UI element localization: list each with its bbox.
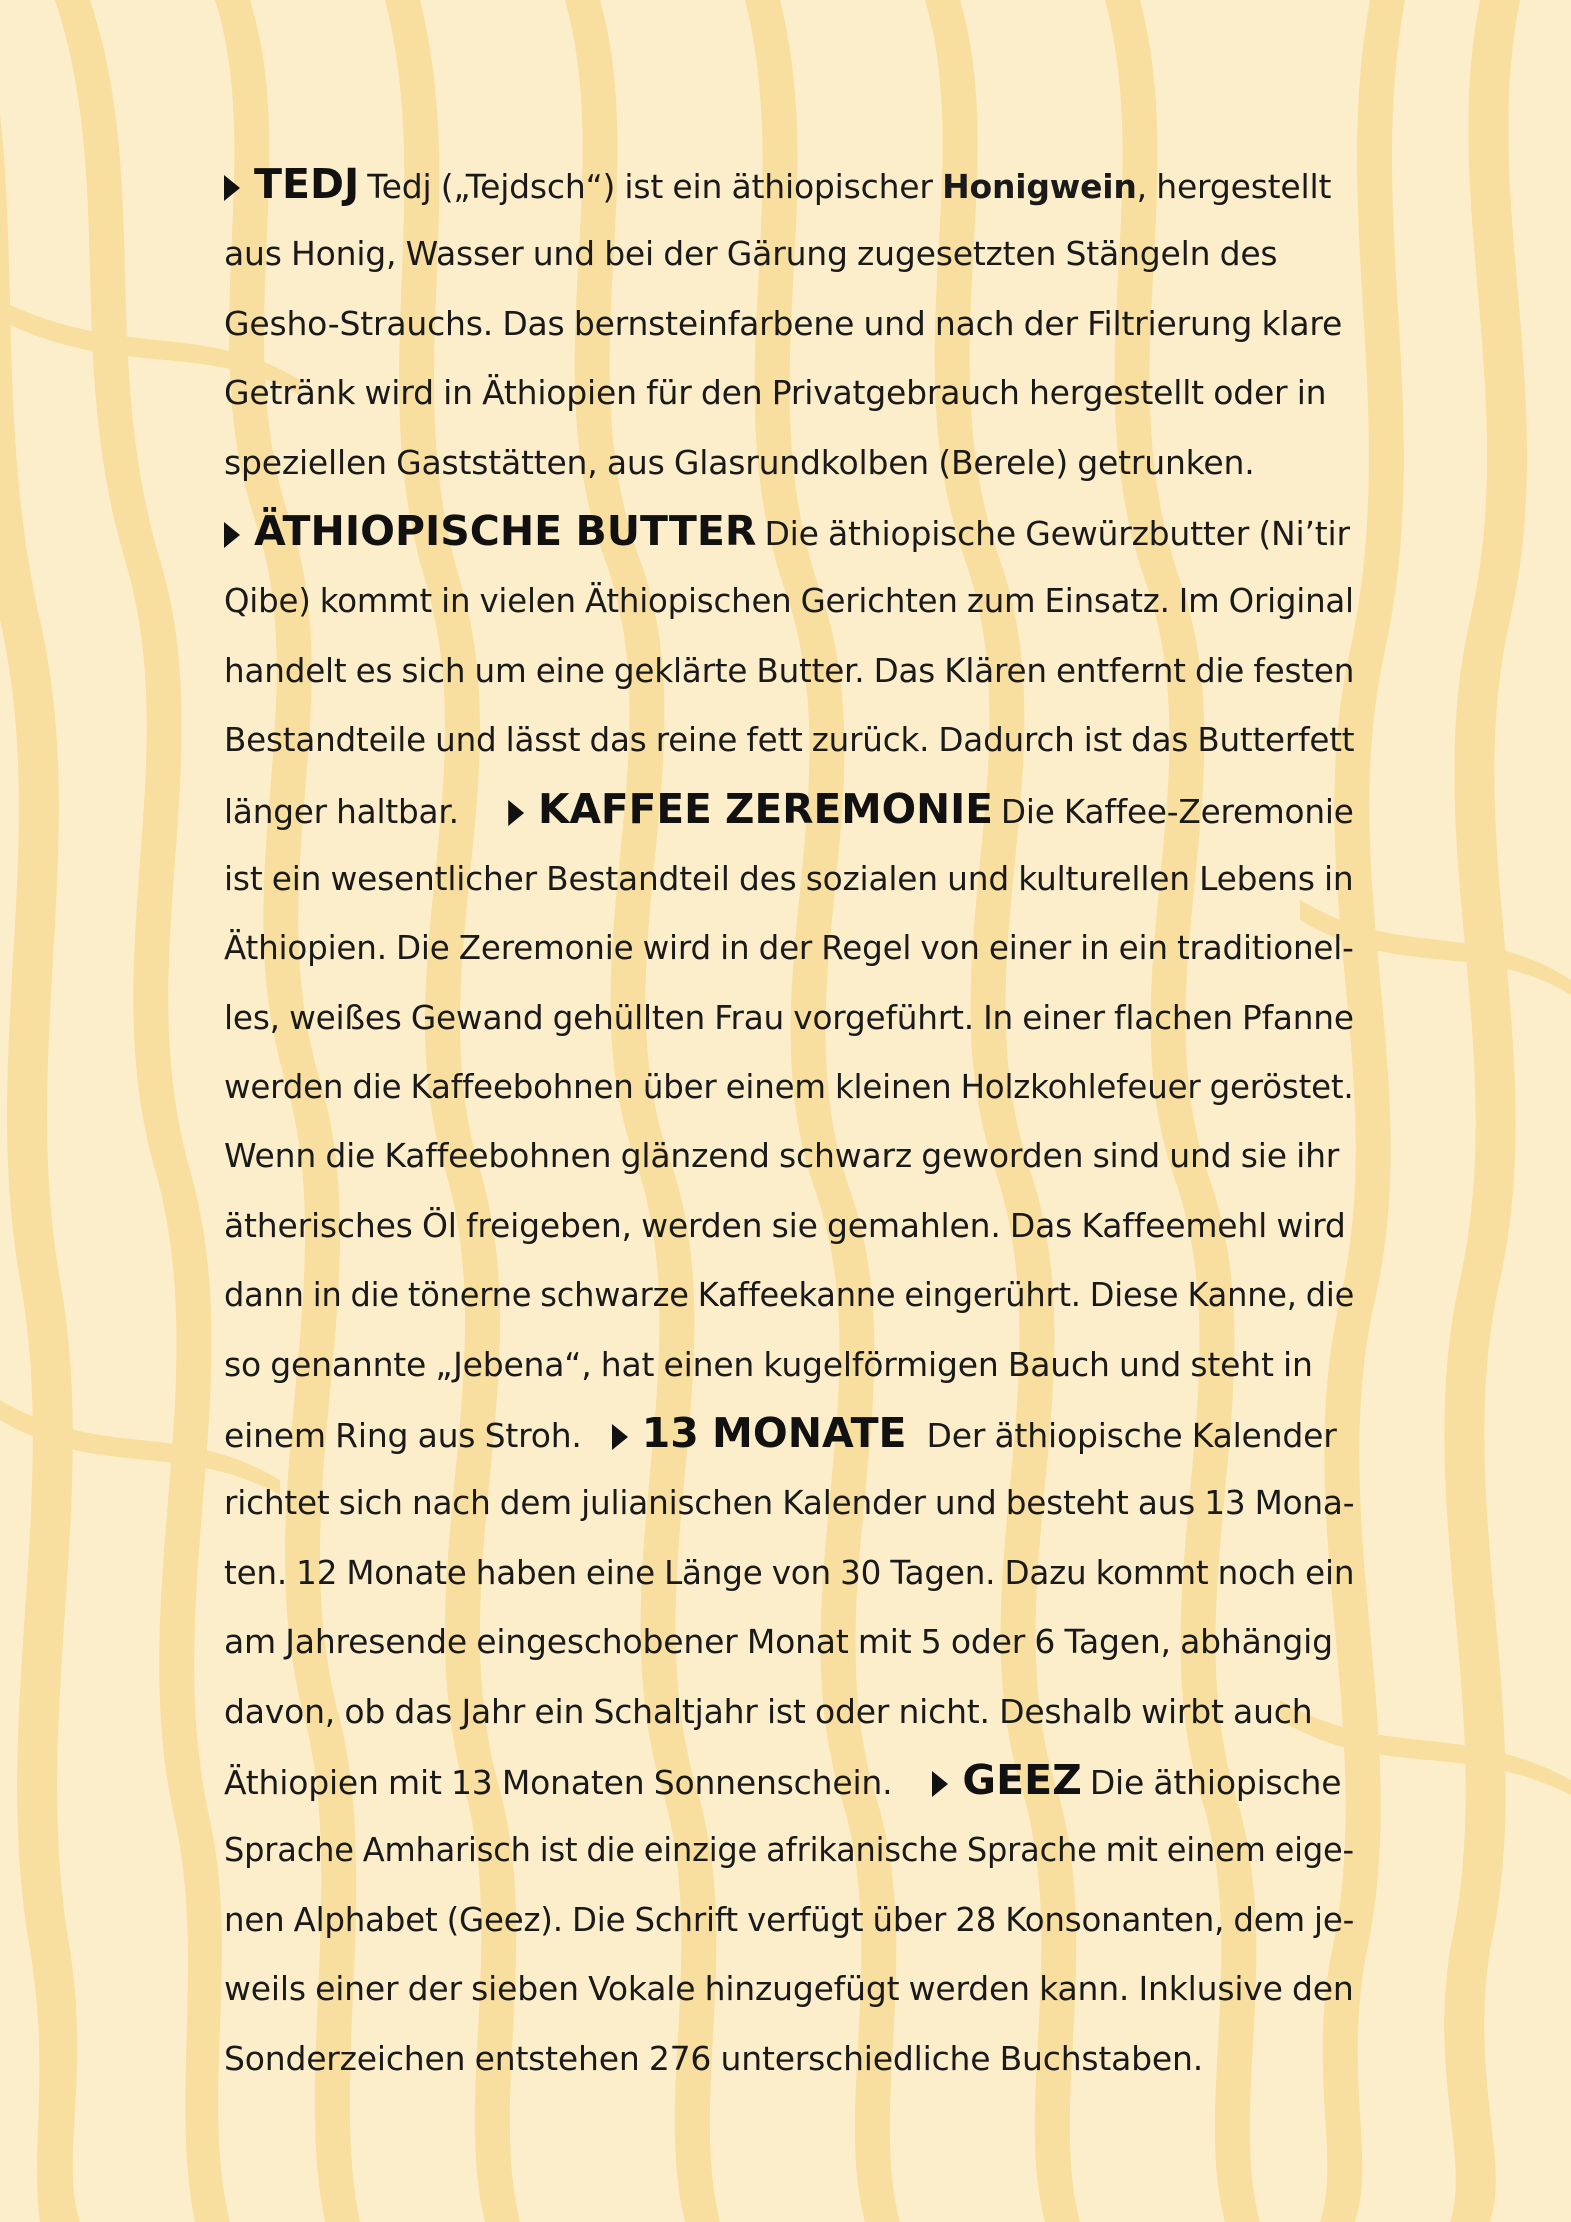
text-line bbox=[224, 1746, 1354, 1815]
text-line bbox=[224, 497, 1354, 566]
section-heading-kaffee: KAFFEE ZEREMONIE bbox=[538, 784, 993, 833]
text-line: speziellen Gaststätten, aus Glasrundkolben (Berele) getrunken. bbox=[224, 442, 1255, 482]
text-line: Qibe) kommt in vielen Äthiopischen Gerichten zum Einsatz. Im Original bbox=[224, 581, 1354, 621]
text-line: ten. 12 Monate haben eine Länge von 30 Tagen. Dazu kommt noch ein bbox=[224, 1552, 1355, 1592]
text-run: , hergestellt bbox=[1136, 167, 1332, 206]
text-line bbox=[224, 150, 1354, 219]
text-run: länger haltbar. bbox=[224, 791, 459, 831]
play-arrow-icon bbox=[508, 800, 524, 826]
text-line: Wenn die Kaffeebohnen glänzend schwarz geworden sind und sie ihr bbox=[224, 1136, 1340, 1176]
text-line: dann in die tönerne schwarze Kaffeekanne eingerührt. Diese Kanne, die bbox=[224, 1275, 1355, 1315]
play-arrow-icon bbox=[224, 175, 240, 201]
text-line: am Jahresende eingeschobener Monat mit 5 oder 6 Tagen, abhängig bbox=[224, 1622, 1333, 1662]
text-line: les, weißes Gewand gehüllten Frau vorgeführt. In einer flachen Pfanne bbox=[224, 997, 1354, 1037]
section-heading-butter: ÄTHIOPISCHE BUTTER bbox=[254, 506, 757, 555]
play-arrow-icon bbox=[224, 522, 240, 548]
text-line: Bestandteile und lässt das reine fett zurück. Dadurch ist das Butterfett bbox=[224, 720, 1355, 760]
article-text bbox=[224, 150, 1354, 2093]
text-block bbox=[224, 150, 1354, 2093]
text-run: Die Kaffee-Zeremonie bbox=[1000, 791, 1354, 831]
text-run: Tedj („Tejdsch“) ist ein äthiopischer bbox=[367, 167, 943, 206]
text-line: handelt es sich um eine geklärte Butter. Das Klären entfernt die festen bbox=[224, 650, 1355, 690]
section-heading-geez: GEEZ bbox=[962, 1755, 1082, 1804]
text-run: Die äthiopische Gewürzbutter (Ni’tir bbox=[764, 513, 1350, 553]
text-line: davon, ob das Jahr ein Schaltjahr ist oder nicht. Deshalb wirbt auch bbox=[224, 1691, 1313, 1731]
text-line: weils einer der sieben Vokale hinzugefügt werden kann. Inklusive den bbox=[224, 1969, 1354, 2009]
text-line: Getränk wird in Äthiopien für den Privatgebrauch hergestellt oder in bbox=[224, 373, 1327, 413]
text-run: Der äthiopische Kalender bbox=[926, 1416, 1337, 1456]
text-line: nen Alphabet (Geez). Die Schrift verfügt über 28 Konsonanten, dem je- bbox=[224, 1899, 1355, 1939]
text-run: einem Ring aus Stroh. bbox=[224, 1416, 582, 1456]
text-line: ätherisches Öl freigeben, werden sie gemahlen. Das Kaffeemehl wird bbox=[224, 1205, 1346, 1245]
text-line: aus Honig, Wasser und bei der Gärung zugesetzten Stängeln des bbox=[224, 234, 1278, 274]
text-line: Gesho-Strauchs. Das bernsteinfarbene und nach der Filtrierung klare bbox=[224, 303, 1343, 343]
text-line: richtet sich nach dem julianischen Kalender und besteht aus 13 Mona- bbox=[224, 1483, 1355, 1523]
text-run: Äthiopien mit 13 Monaten Sonnenschein. bbox=[224, 1762, 893, 1802]
play-arrow-icon bbox=[932, 1771, 948, 1797]
highlight-word: Honigwein bbox=[942, 167, 1137, 206]
text-line: ist ein wesentlicher Bestandteil des sozialen und kulturellen Lebens in bbox=[224, 858, 1354, 898]
text-run: Die äthiopische bbox=[1089, 1762, 1342, 1802]
text-line bbox=[224, 1399, 1354, 1468]
text-line: Äthiopien. Die Zeremonie wird in der Regel von einer in ein traditionel- bbox=[224, 928, 1354, 968]
section-heading-tedj: TEDJ bbox=[254, 160, 360, 208]
text-line bbox=[224, 775, 1354, 844]
text-line: werden die Kaffeebohnen über einem kleinen Holzkohlefeuer geröstet. bbox=[224, 1067, 1354, 1107]
text-line: so genannte „Jebena“, hat einen kugelförmigen Bauch und steht in bbox=[224, 1344, 1313, 1384]
text-line: Sonderzeichen entstehen 276 unterschiedliche Buchstaben. bbox=[224, 2038, 1204, 2078]
text-line: Sprache Amharisch ist die einzige afrikanische Sprache mit einem eige- bbox=[224, 1830, 1354, 1870]
section-heading-monate: 13 MONATE bbox=[641, 1409, 907, 1458]
play-arrow-icon bbox=[612, 1424, 628, 1450]
